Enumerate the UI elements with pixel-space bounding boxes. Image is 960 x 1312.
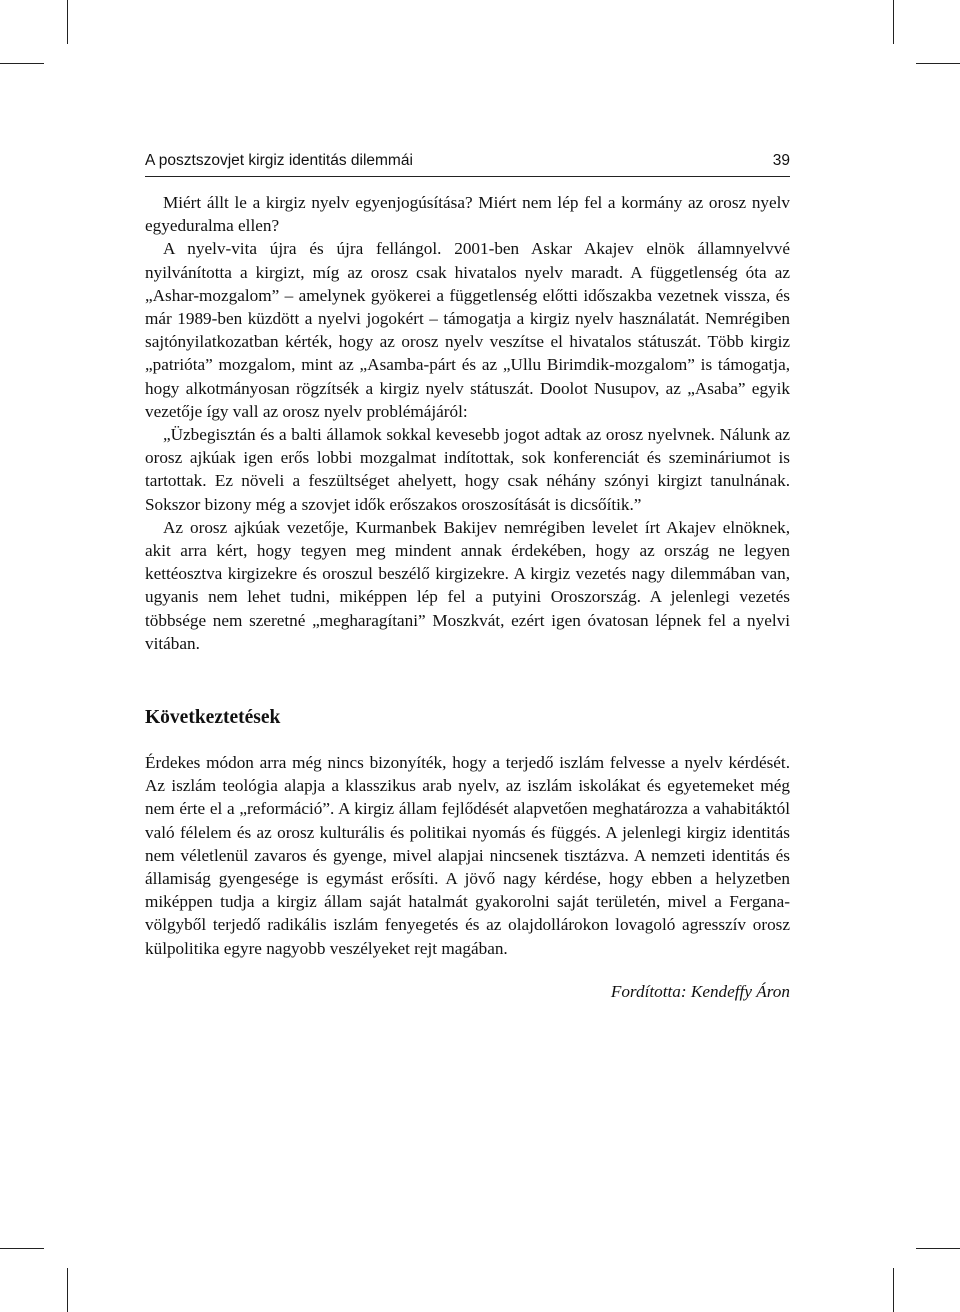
paragraph: Miért állt le a kirgiz nyelv egyenjogúsítása? Miért nem lép fel a kormány az orosz nyelv egyeduralma ellen? [145, 193, 790, 236]
crop-mark [893, 1268, 894, 1312]
crop-mark [0, 1248, 44, 1249]
body-text [145, 191, 790, 1002]
running-title: A posztszovjet kirgiz identitás dilemmái [145, 152, 413, 169]
crop-mark [916, 1248, 960, 1249]
paragraph: Érdekes módon arra még nincs bizonyíték, hogy a terjedő iszlám felvesse a nyelv kérdését. Az iszlám teológia alapja a klasszikus arab nyelv, az iszlám iskolákat és egyetemeket még nem érte el a „reformáció”. A kirgiz állam fejlődését alapvetően meghatározza a vahabitáktól való félelem és az orosz kulturális és politikai nyomás és függés. A jelenlegi kirgiz identitás nem véletlenül zavaros és gyenge, mivel alapjai nincsenek tisztázva. A nemzeti identitás és államiság gyengesége is egymást erősíti. A jövő nagy kérdése, hogy ebben a helyzetben miképpen tudja a kirgiz állam saját hatalmát gyakorolni saját területén, mivel a Fergana-völgyből terjedő radikális iszlám fenyegetés és az olajdollárokon lovagoló agresszív orosz külpolitika egyre nagyobb veszélyeket rejt magában. [145, 753, 790, 958]
section-heading: Következtetések [145, 707, 281, 729]
quote-paragraph: „Üzbegisztán és a balti államok sokkal kevesebb jogot adtak az orosz nyelvnek. Nálunk az orosz ajkúak igen erős lobbi mozgalmat indítottak, sok konferenciát és szemináriumot is tartottak. Ez növeli a feszültséget ahelyett, hogy csak néhány szónyi kirgizt tanulnának. Sokszor bizony még a szovjet idők erőszakos oroszosítását is dicsőítik.” [145, 425, 790, 514]
crop-mark [67, 1268, 68, 1312]
translator-credit: Fordította: Kendeffy Áron [610, 981, 790, 1001]
crop-mark [67, 0, 68, 44]
page [145, 152, 790, 1002]
running-header [145, 152, 790, 177]
crop-mark [893, 0, 894, 44]
paragraph: A nyelv-vita újra és újra fellángol. 2001-ben Askar Akajev elnök államnyelvvé nyilvánította a kirgizt, míg az orosz csak hivatalos nyelv maradt. A függetlenség óta az „Ashar-mozgalom” – amelynek gyökerei a függetlenség előtti időszakba vezetnek vissza, és már 1989-ben küzdött a nyelvi jogokért – támogatja a kirgiz nyelv használatát. Nemrégiben sajtónyilatkozatban kérték, hogy az orosz nyelv veszítse el hivatalos státuszát. Több kirgiz „patrióta” mozgalom, mint az „Asamba-párt és az „Ullu Birimdik-mozgalom” is támogatja, hogy alkotmányosan rögzítsék a kirgiz nyelv státuszát. Doolot Nusupov, az „Asaba” egyik vezetője így vall az orosz nyelv problémájáról: [145, 239, 790, 421]
crop-mark [916, 63, 960, 64]
paragraph: Az orosz ajkúak vezetője, Kurmanbek Bakijev nemrégiben levelet írt Akajev elnöknek, akit arra kért, hogy tegyen meg mindent annak érdekében, hogy az ország ne legyen kettéosztva kirgizekre és oroszul beszélő kirgizekre. A kirgiz vezetés nagy dilemmában van, ugyanis nem lehet tudni, miképpen lép fel a putyini Oroszország. A jelenlegi vezetés többsége nem szeretné „megharagítani” Moszkvát, ezért igen óvatosan lépnek fel a nyelvi vitában. [145, 517, 790, 653]
page-number: 39 [772, 152, 790, 169]
crop-mark [0, 63, 44, 64]
